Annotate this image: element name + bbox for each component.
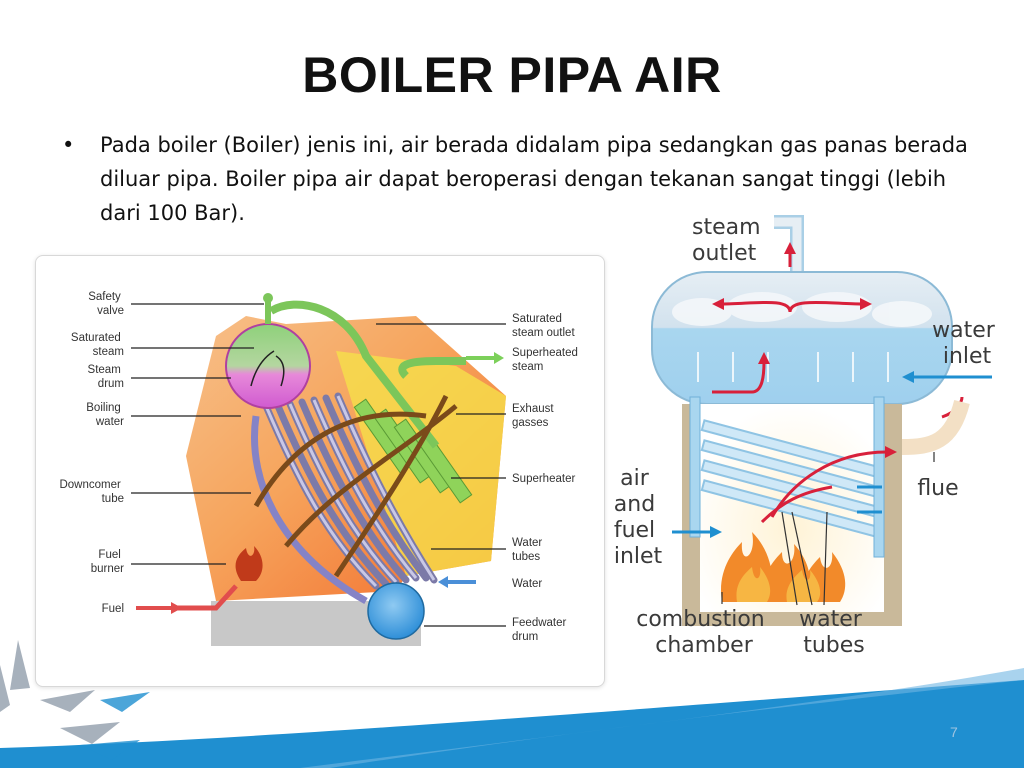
- left-boiler-diagram: [35, 255, 605, 687]
- page-number: 7: [950, 724, 958, 740]
- label-water-inlet: water inlet: [932, 318, 995, 369]
- label-saturated-steam-outlet: Saturated steam outlet: [512, 313, 575, 339]
- slide-title: BOILER PIPA AIR: [302, 47, 722, 103]
- bullet-marker: •: [62, 133, 75, 157]
- label-flue: flue: [917, 476, 959, 501]
- label-air-fuel-inlet: air and fuel inlet: [613, 466, 663, 569]
- label-steam-drum: Steam drum: [87, 364, 124, 390]
- label-exhaust-gasses: Exhaust gasses: [512, 403, 554, 429]
- label-feedwater-drum: Feedwater drum: [512, 617, 567, 643]
- label-fuel: Fuel: [101, 603, 124, 615]
- label-superheater: Superheater: [512, 473, 576, 485]
- label-safety-valve: Safety valve: [88, 291, 124, 317]
- bullet-text: Pada boiler (Boiler) jenis ini, air berada didalam pipa sedangkan gas panas berada diluar pipa. Boiler pipa air dapat beroperasi dengan tekanan sangat tinggi (lebih dari 100 Bar).: [100, 133, 968, 225]
- label-fuel-burner: Fuel burner: [90, 549, 124, 575]
- label-downcomer-tube: Downcomer tube: [59, 479, 124, 505]
- label-combustion-chamber: combustion chamber: [636, 607, 765, 658]
- label-superheated-steam: Superheated steam: [512, 347, 578, 373]
- label-steam-outlet: steam outlet: [692, 215, 761, 266]
- label-water-tubes: Water tubes: [512, 537, 543, 563]
- label-water: Water: [512, 578, 543, 590]
- label-boiling-water: Boiling water: [86, 402, 124, 428]
- right-boiler-diagram: [612, 212, 1007, 667]
- label-water-tubes-right: water tubes: [799, 607, 865, 658]
- label-saturated-steam: Saturated steam: [70, 332, 124, 358]
